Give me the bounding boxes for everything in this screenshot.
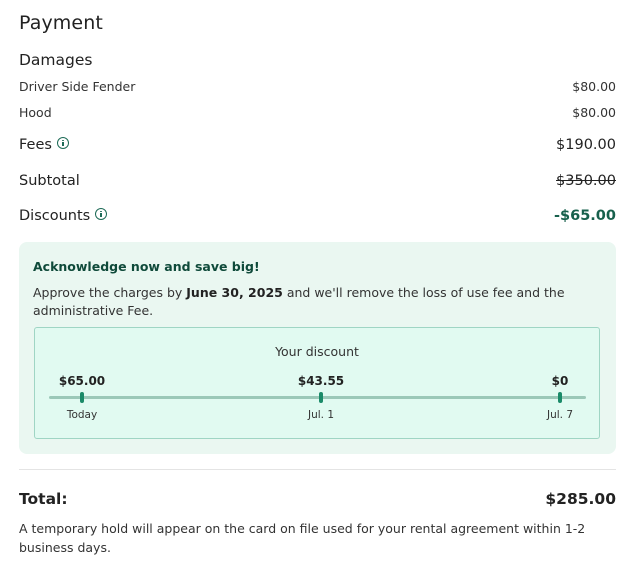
discount-timeline-label: Your discount [275, 344, 359, 359]
timeline-track [49, 396, 586, 399]
milestone-label: Jul. 1 [307, 409, 335, 421]
discount-timeline [34, 327, 600, 439]
promo-text-after: and we'll remove the loss of use fee and the administrative Fee. [33, 285, 565, 318]
fees-amount: $190.00 [556, 137, 616, 153]
promo-text-before: Approve the charges by [33, 285, 187, 300]
damages-heading: Damages [19, 51, 93, 69]
discounts-label: Discounts [19, 208, 91, 224]
milestone-label: Jul. 7 [546, 409, 574, 421]
milestone-value: $43.55 [297, 374, 345, 388]
total-amount: $285.00 [545, 490, 616, 508]
divider [19, 469, 616, 470]
damage-line-item [19, 105, 616, 120]
discounts-amount: -$65.00 [554, 208, 616, 224]
milestone-value: $0 [551, 374, 569, 388]
info-icon[interactable] [57, 137, 69, 149]
milestone-value: $65.00 [58, 374, 106, 388]
fees-label: Fees [19, 137, 52, 153]
milestone-marker [319, 392, 323, 403]
promo-title: Acknowledge now and save big! [33, 259, 260, 274]
damage-item-amount: $80.00 [572, 105, 616, 120]
fees-row [19, 137, 616, 153]
milestone-marker [80, 392, 84, 403]
info-icon[interactable] [95, 208, 107, 220]
promo-deadline: June 30, 2025 [186, 285, 283, 300]
subtotal-label: Subtotal [19, 173, 80, 189]
damage-item-label: Driver Side Fender [19, 79, 136, 94]
milestone-label: Today [66, 409, 98, 421]
milestone-marker [558, 392, 562, 403]
promo-banner [19, 242, 616, 454]
subtotal-amount: $350.00 [556, 173, 616, 189]
total-label: Total: [19, 490, 68, 508]
page-title: Payment [19, 12, 103, 34]
total-row [19, 490, 616, 508]
discounts-row [19, 208, 616, 224]
hold-footnote: A temporary hold will appear on the card on file used for your rental agreement within 1-2 business days. [19, 521, 586, 555]
damage-item-label: Hood [19, 105, 52, 120]
subtotal-row [19, 173, 616, 189]
damage-item-amount: $80.00 [572, 79, 616, 94]
promo-text [33, 284, 603, 320]
damage-line-item [19, 79, 616, 94]
